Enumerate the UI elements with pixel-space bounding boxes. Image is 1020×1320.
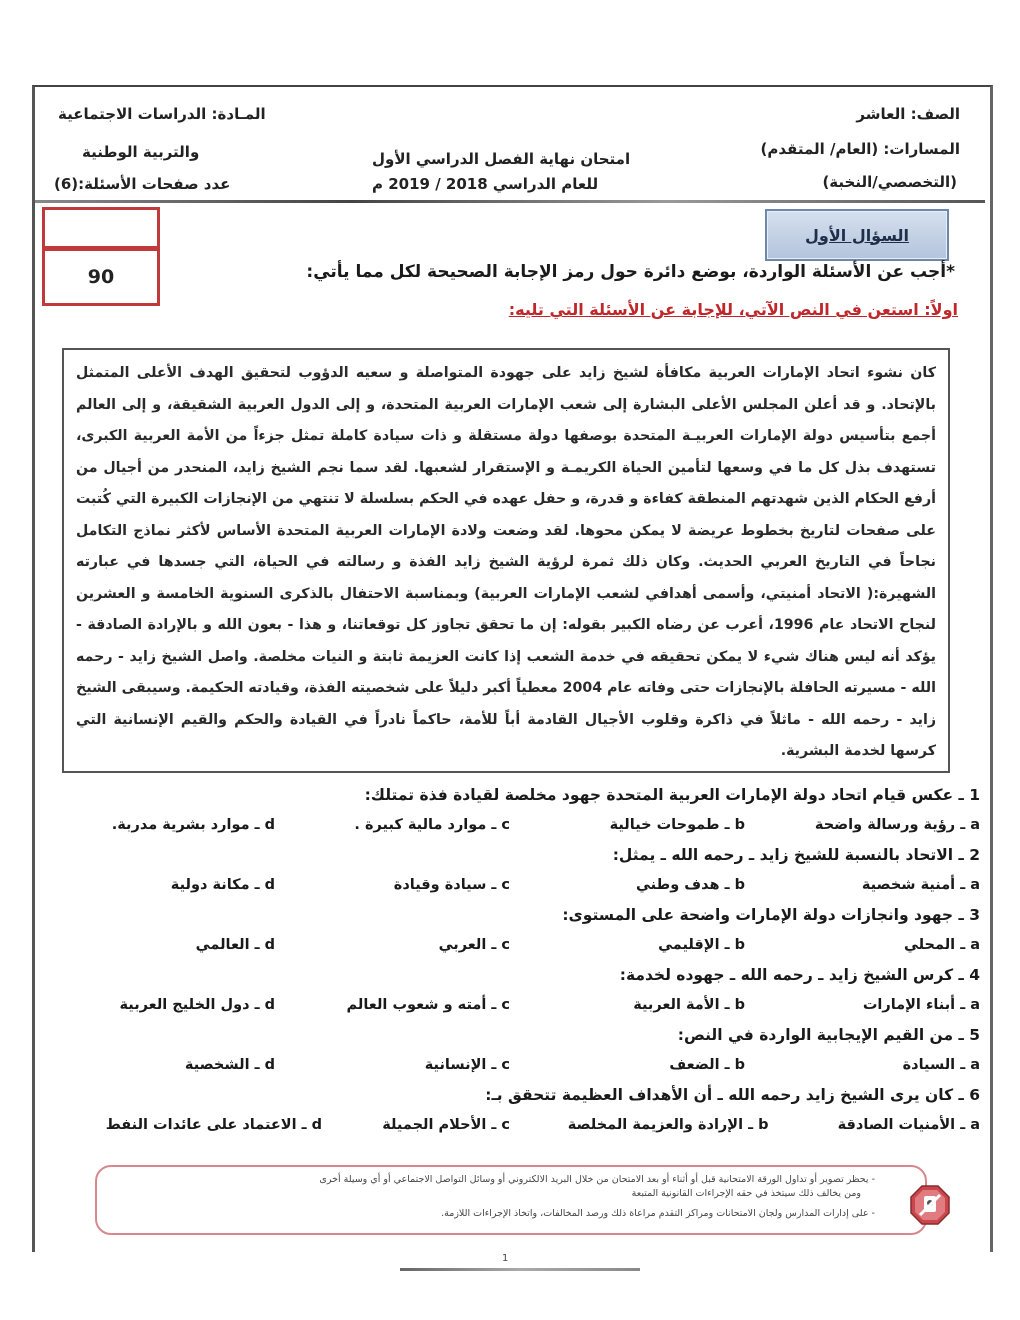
question-item [40, 780, 980, 840]
passage-instruction: اولاً: استعن في النص الآتي، للإجابة عن الأسئلة التي تليه: [508, 300, 958, 319]
option-b[interactable]: b ـ الإرادة والعزيمة المخلصة [567, 1117, 769, 1133]
question-options [40, 990, 980, 1020]
option-c[interactable]: c ـ موارد مالية كبيرة . [354, 817, 510, 833]
grade-label: الصف: العاشر [856, 105, 960, 123]
question-stem: 4 ـ كرس الشيخ زايد ـ رحمه الله ـ جهوده لخدمة: [619, 966, 980, 984]
score-earned-box[interactable] [42, 207, 160, 249]
question-title-banner: السؤال الأول [765, 209, 949, 261]
option-c[interactable]: c ـ أمته و شعوب العالم [346, 997, 510, 1013]
option-a[interactable]: a ـ أبناء الإمارات [862, 997, 980, 1013]
option-a[interactable]: a ـ أمنية شخصية [861, 877, 980, 893]
option-a[interactable]: a ـ رؤية ورسالة واضحة [814, 817, 980, 833]
question-item [40, 960, 980, 1020]
question-options [40, 1050, 980, 1080]
exam-notice-box [95, 1165, 927, 1235]
option-d[interactable]: d ـ الاعتماد على عائدات النفط [105, 1117, 322, 1133]
option-a[interactable]: a ـ الأمنيات الصادقة [837, 1117, 980, 1133]
exam-title: امتحان نهاية الفصل الدراسي الأول [372, 150, 631, 168]
question-stem: 6 ـ كان يرى الشيخ زايد رحمه الله ـ أن الأهداف العظيمة تتحقق بـ: [485, 1086, 980, 1104]
option-d[interactable]: d ـ الشخصية [184, 1057, 275, 1073]
question-item [40, 1020, 980, 1080]
header-divider [35, 200, 985, 203]
option-d[interactable]: d ـ موارد بشرية مدربة. [111, 817, 275, 833]
question-options [40, 1110, 980, 1140]
option-c[interactable]: c ـ العربي [438, 937, 510, 953]
no-camera-icon [910, 1185, 950, 1225]
notice-line-1: - يحظر تصوير أو تداول الورقة الامتحانية قبل أو أثناء أو بعد الامتحان من خلال البريد الالكتروني أو وسائل التواصل الاجتماعي أو أي وسيلة أخرى [319, 1174, 875, 1185]
pages-count: عدد صفحات الأسئلة:(6) [54, 175, 231, 193]
question-item [40, 900, 980, 960]
question-item [40, 1080, 980, 1140]
option-b[interactable]: b ـ طموحات خيالية [609, 817, 745, 833]
tracks-label: المسارات: (العام/ المتقدم) [760, 140, 960, 158]
page-number: 1 [502, 1253, 509, 1264]
notice-line-3: - على إدارات المدارس ولجان الامتحانات ومراكز التقدم مراعاة ذلك ورصد المخالفات، واتخاذ الإجراءات اللازمة. [441, 1208, 875, 1219]
notice-line-2: ومن يخالف ذلك سيتخذ في حقه الإجراءات القانونية المتبعة [631, 1188, 861, 1199]
question-options [40, 870, 980, 900]
subject-continued: والتربية الوطنية [82, 143, 200, 161]
subject-label: المـادة: الدراسات الاجتماعية [58, 105, 266, 123]
option-b[interactable]: b ـ الضعف [669, 1057, 745, 1073]
option-a[interactable]: a ـ السيادة [902, 1057, 980, 1073]
question-options [40, 810, 980, 840]
reading-passage: كان نشوء اتحاد الإمارات العربية مكافأة لشيخ زايد على جهودة المتواصلة و سعيه الدؤوب لتحقيق الهدف الأعلى المتمثل بالإتحاد. و قد أعلن المجلس الأعلى البشارة إلى شعب الإمارات العربية المتحدة، و إلى الدول العربية الشقيقة، و إلى العالم أجمع بتأسيس دولة الإمارات العربيـة المتحدة بوصفها دولة مستقلة و ذات سيادة كاملة تمثل جزءاً من الأمة العربية الكبرى، تستهدف بذل كل ما في وسعها لتأمين الحياة الكريمـة و الإستقرار لشعبها. لقد سما نجم الشيخ زايد، المنحدر من أجيال من أرفع الحكام الذين شهدتهم المنطقة كفاءة و قدرة، و حفل عهده في الحكم بسلسلة لا تنتهي من الإنجازات الكبيرة التي كُتبت على صفحات لتاريخ بخطوط عريضة لا يمكن محوها. لقد وضعت ولادة الإمارات العربية المتحدة الأساس لأكثر نماذج التكامل نجاحاً في التاريخ العربي الحديث. وكان ذلك ثمرة لرؤية الشيخ زايد الفذة و رسالته في الحياة، التي جسدها في عبارته الشهيرة:( الاتحاد أمنيتي، وأسمى أهدافي لشعب الإمارات العربية) وبمناسبة الاحتفال بالذكرى السنوية الخامسة و العشرين لنجاح الاتحاد عام 1996، أعرب عن رضاه الكبير بقوله: إن ما تحقق تجاوز كل توقعاتنا، و هذا - بعون الله و بالإرادة الصادقة - يؤكد أنه ليس هناك شيء لا يمكن تحقيقه في خدمة الشعب إذا كانت العزيمة ثابتة و النيات مخلصة. واصل الشيخ زايد - رحمه الله - مسيرته الحافلة بالإنجازات حتى وفاته عام 2004 معطياً أكبر دليلاً على شخصيته الفذة، وقيادته الحكيمة. وسيبقى الشيخ زايد - رحمه الله - ماثلاً في ذاكرة وقلوب الأجيال القادمة أباً للأمة، حاكماً نادراً في القيادة والحكم والقيم الإنسانية التي كرسها لخدمة البشرية. [62, 348, 950, 773]
academic-year: للعام الدراسي 2018 / 2019 م [372, 175, 599, 193]
question-list [40, 780, 980, 1140]
option-a[interactable]: a ـ المحلي [903, 937, 980, 953]
question-stem: 1 ـ عكس قيام اتحاد دولة الإمارات العربية المتحدة جهود مخلصة لقيادة فذة تمتلك: [364, 786, 980, 804]
option-c[interactable]: c ـ سيادة وقيادة [393, 877, 510, 893]
option-d[interactable]: d ـ مكانة دولية [170, 877, 275, 893]
option-c[interactable]: c ـ الأحلام الجميلة [382, 1117, 510, 1133]
option-b[interactable]: b ـ الأمة العربية [633, 997, 745, 1013]
question-item [40, 840, 980, 900]
option-b[interactable]: b ـ هدف وطني [635, 877, 745, 893]
question-stem: 5 ـ من القيم الإيجابية الواردة في النص: [677, 1026, 980, 1044]
option-c[interactable]: c ـ الإنسانية [424, 1057, 510, 1073]
footer-divider [400, 1268, 640, 1271]
question-options [40, 930, 980, 960]
question-stem: 2 ـ الاتحاد بالنسبة للشيخ زايد ـ رحمه الله ـ يمثل: [612, 846, 980, 864]
question-stem: 3 ـ جهود وانجازات دولة الإمارات واضحة على المستوى: [562, 906, 980, 924]
option-b[interactable]: b ـ الإقليمي [658, 937, 745, 953]
main-instruction: *أجب عن الأسئلة الواردة، بوضع دائرة حول رمز الإجابة الصحيحة لكل مما يأتي: [306, 262, 955, 282]
score-total-box: 90 [42, 248, 160, 306]
tracks-extra: (التخصصي/النخبة) [822, 173, 957, 191]
option-d[interactable]: d ـ العالمي [195, 937, 275, 953]
option-d[interactable]: d ـ دول الخليج العربية [119, 997, 275, 1013]
